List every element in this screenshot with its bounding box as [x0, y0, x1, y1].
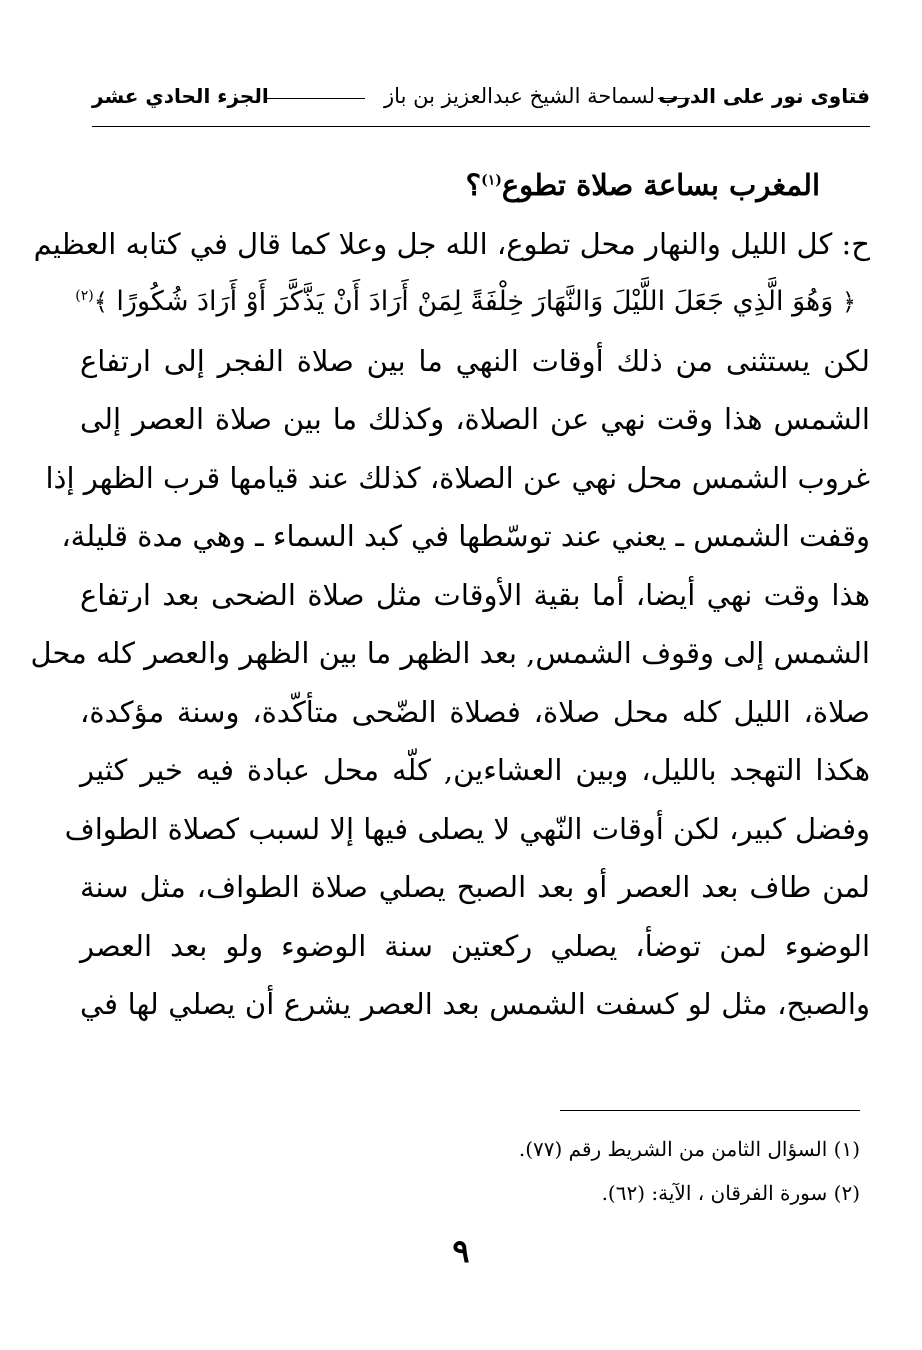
- quran-verse: [75, 273, 870, 332]
- text-line: الشمس إلى وقوف الشمس, بعد الظهر ما بين الظهر والعصر كله محل: [30, 636, 870, 670]
- main-text: [30, 156, 870, 1034]
- header-dash: [658, 98, 690, 99]
- page-header: [92, 76, 870, 127]
- verse-text: وَهُوَ الَّذِي جَعَلَ اللَّيْلَ وَالنَّهَارَ خِلْفَةً لِمَنْ أَرَادَ أَنْ يَذَّكَّرَ أَوْ أَرَادَ شُكُورًا: [116, 286, 834, 317]
- question-text: المغرب بساعة صلاة تطوع: [501, 168, 820, 202]
- footnote-separator: [560, 1110, 860, 1111]
- text-line: والصبح، مثل لو كسفت الشمس بعد العصر يشرع أن يصلي لها في: [80, 987, 870, 1021]
- verse-open-bracket: ﴿: [841, 288, 856, 316]
- question-mark: ؟: [465, 168, 482, 202]
- verse-close-bracket: ﴾: [93, 288, 108, 316]
- page-number: ٩: [452, 1232, 470, 1270]
- text-line: غروب الشمس محل نهي عن الصلاة، كذلك عند قيامها قرب الظهر إذا: [45, 460, 870, 495]
- footnote: (٢) سورة الفرقان ، الآية: (٦٢).: [601, 1181, 860, 1205]
- text-line: وقفت الشمس ـ يعني عند توسّطها في كبد السماء ـ وهي مدة قليلة،: [61, 519, 870, 553]
- footnote: (١) السؤال الثامن من الشريط رقم (٧٧).: [518, 1137, 860, 1161]
- text-line: هذا وقت نهي أيضا، أما بقية الأوقات مثل صلاة الضحى بعد ارتفاع: [80, 577, 870, 612]
- book-author: لسماحة الشيخ عبدالعزيز بن باز: [384, 84, 655, 108]
- header-dash: [265, 98, 365, 99]
- text-line: لكن يستثنى من ذلك أوقات النهي ما بين صلاة الفجر إلى ارتفاع: [80, 343, 870, 378]
- text-line: صلاة، الليل كله محل صلاة، فصلاة الضّحى متأكّدة، وسنة مؤكدة،: [80, 694, 870, 729]
- book-title: فتاوى نور على الدرب: [658, 84, 870, 108]
- text-line: لمن طاف بعد العصر أو بعد الصبح يصلي صلاة الطواف، مثل سنة: [80, 870, 870, 904]
- question-line: [80, 156, 870, 215]
- footnote-ref: (١): [481, 172, 502, 189]
- text-line: هكذا التهجد بالليل، وبين العشاءين, كلّه محل عبادة فيه خير كثير: [80, 753, 870, 787]
- text-line: الوضوء لمن توضأ، يصلي ركعتين سنة الوضوء ولو بعد العصر: [80, 928, 870, 963]
- text-line: ح: كل الليل والنهار محل تطوع، الله جل وعلا كما قال في كتابه العظيم: [33, 226, 870, 261]
- text-line: الشمس هذا وقت نهي عن الصلاة، وكذلك ما بين صلاة العصر إلى: [80, 402, 870, 436]
- footnotes: [420, 1127, 860, 1215]
- text-line: وفضل كبير، لكن أوقات النّهي لا يصلى فيها إلا لسبب كصلاة الطواف: [64, 811, 870, 846]
- volume-part: الجزء الحادي عشر: [92, 84, 269, 108]
- footnote-ref: (٢): [75, 288, 94, 304]
